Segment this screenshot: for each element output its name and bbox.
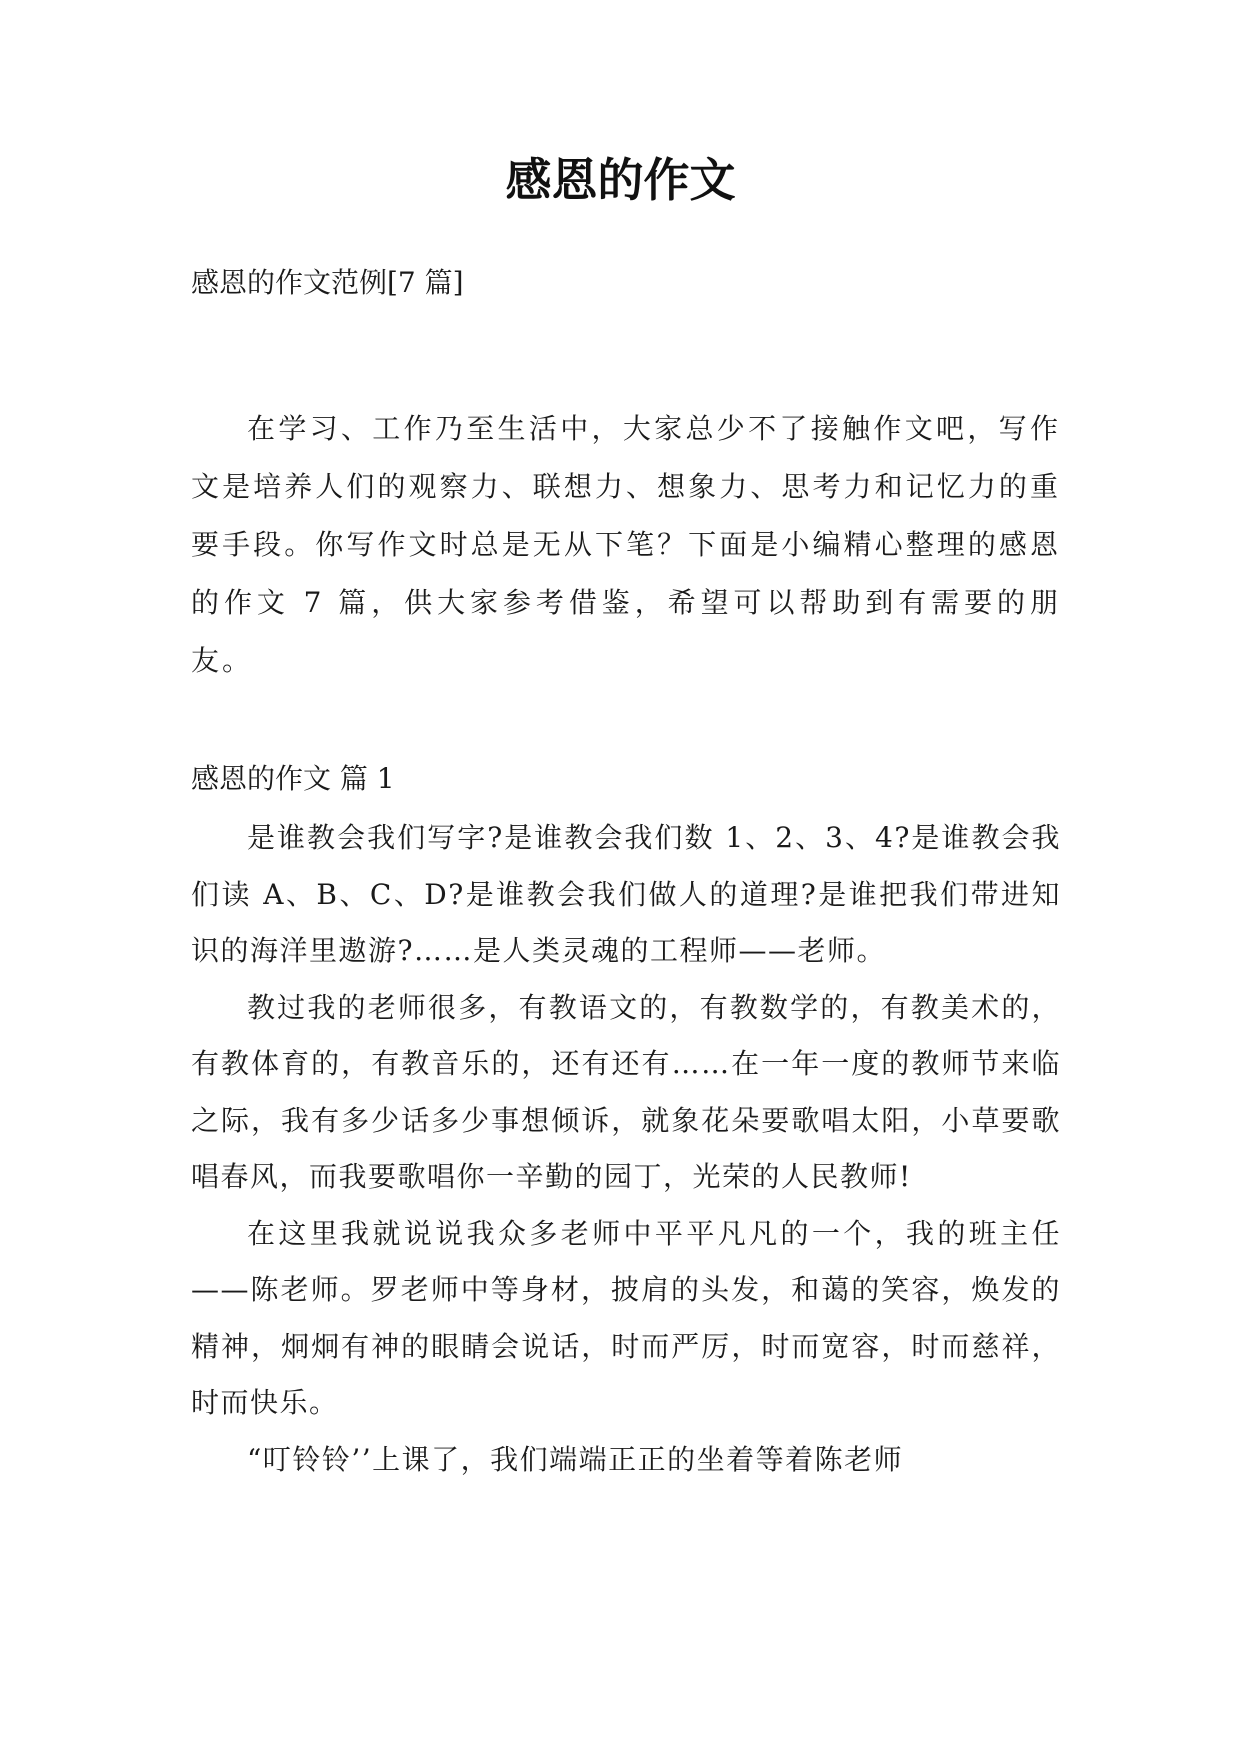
article-body <box>191 810 1061 1488</box>
document-subtitle: 感恩的作文范例[7 篇] <box>191 266 464 299</box>
intro-paragraph: 在学习、工作乃至生活中，大家总少不了接触作文吧，写作文是培养人们的观察力、联想力、想象力、思考力和记忆力的重要手段。你写作文时总是无从下笔？下面是小编精心整理的感恩的作文 7 篇，供大家参考借鉴，希望可以帮助到有需要的朋友。 <box>191 412 1061 677</box>
article-paragraph: 教过我的老师很多，有教语文的，有教数学的，有教美术的，有教体育的，有教音乐的，还有还有……在一年一度的教师节来临之际，我有多少话多少事想倾诉，就象花朵要歌唱太阳，小草要歌唱春风，而我要歌唱你一辛勤的园丁，光荣的人民教师! <box>191 990 1061 1193</box>
article-paragraph: 是谁教会我们写字?是谁教会我们数 1、2、3、4?是谁教会我们读 A、B、C、D?是谁教会我们做人的道理?是谁把我们带进知识的海洋里遨游?……是人类灵魂的工程师——老师。 <box>191 821 1061 967</box>
document-title: 感恩的作文 <box>505 153 736 207</box>
section-heading: 感恩的作文 篇 1 <box>191 762 395 795</box>
article-paragraph: “叮铃铃’’上课了，我们端端正正的坐着等着陈老师 <box>247 1442 904 1476</box>
intro-section <box>191 400 1061 690</box>
article-paragraph: 在这里我就说说我众多老师中平平凡凡的一个，我的班主任——陈老师。罗老师中等身材，披肩的头发，和蔼的笑容，焕发的精神，炯炯有神的眼睛会说话，时而严厉，时而宽容，时而慈祥，时而快乐。 <box>191 1216 1061 1419</box>
